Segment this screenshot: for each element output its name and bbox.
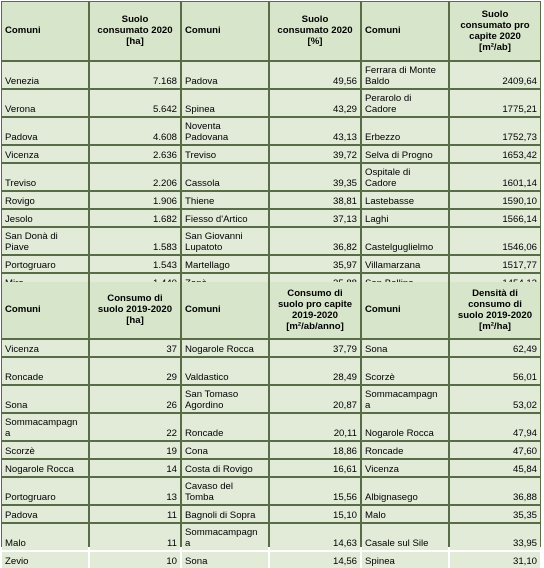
top-row-1-col-1: Venezia [2,62,88,88]
bottom-row-5-col-4: 18,86 [270,442,360,458]
bottom-row-7-col-5: Albignasego [362,478,448,504]
top-row-2-col-2: 5.642 [90,90,180,116]
top-row-6-col-2: 1.906 [90,192,180,208]
bottom-row-3-col-5: Sommacampagn a [362,386,448,412]
top-row-1-col-6: 2409,64 [450,62,540,88]
top-row-9-col-1: Portogruaro [2,256,88,272]
bottom-row-6-col-3: Costa di Rovigo [182,460,268,476]
top-row-5-col-5: Ospitale di Cadore [362,164,448,190]
bottom-row-6-col-1: Nogarole Rocca [2,460,88,476]
bottom-row-8-col-1: Padova [2,506,88,522]
bottom-row-6-col-5: Vicenza [362,460,448,476]
top-row-2-col-6: 1775,21 [450,90,540,116]
top-row-6-col-6: 1590,10 [450,192,540,208]
bottom-row-3-col-3: San Tomaso Agordino [182,386,268,412]
bottom-row-3-col-4: 20,87 [270,386,360,412]
bottom-row-6-col-6: 45,84 [450,460,540,476]
top-row-5-col-4: 39,35 [270,164,360,190]
top-row-9-col-2: 1.543 [90,256,180,272]
top-header-1: Comuni [2,2,88,60]
top-header-5: Comuni [362,2,448,60]
bottom-row-9-col-2: 11 [90,524,180,550]
bottom-header-1: Comuni [2,282,88,338]
bottom-row-6-col-2: 14 [90,460,180,476]
top-row-1-col-5: Ferrara di Monte Baldo [362,62,448,88]
top-row-3-col-3: Noventa Padovana [182,118,268,144]
bottom-row-4-col-5: Nogarole Rocca [362,414,448,440]
bottom-row-4-col-4: 20,11 [270,414,360,440]
top-row-5-col-6: 1601,14 [450,164,540,190]
bottom-row-5-col-5: Roncade [362,442,448,458]
top-row-7-col-6: 1566,14 [450,210,540,226]
top-row-8-col-5: Castelguglielmo [362,228,448,254]
bottom-row-5-col-6: 47,60 [450,442,540,458]
bottom-row-10-col-1: Zevio [2,552,88,568]
top-row-3-col-4: 43,13 [270,118,360,144]
top-table [2,2,540,280]
top-row-7-col-5: Laghi [362,210,448,226]
top-header-2: Suolo consumato 2020 [ha] [90,2,180,60]
bottom-row-1-col-3: Nogarole Rocca [182,340,268,356]
top-row-6-col-4: 38,81 [270,192,360,208]
bottom-row-8-col-5: Malo [362,506,448,522]
bottom-row-7-col-2: 13 [90,478,180,504]
top-row-5-col-3: Cassola [182,164,268,190]
bottom-row-10-col-5: Spinea [362,552,448,568]
bottom-row-5-col-1: Scorzè [2,442,88,458]
bottom-row-4-col-1: Sommacampagn a [2,414,88,440]
bottom-row-4-col-2: 22 [90,414,180,440]
bottom-row-7-col-4: 15,56 [270,478,360,504]
top-row-3-col-5: Erbezzo [362,118,448,144]
top-row-2-col-4: 43,29 [270,90,360,116]
top-row-3-col-6: 1752,73 [450,118,540,144]
bottom-row-9-col-6: 33,95 [450,524,540,550]
bottom-row-10-col-3: Sona [182,552,268,568]
top-row-8-col-4: 36,82 [270,228,360,254]
bottom-row-9-col-3: Sommacampagn a [182,524,268,550]
top-row-8-col-6: 1546,06 [450,228,540,254]
top-row-2-col-1: Verona [2,90,88,116]
bottom-row-2-col-6: 56,01 [450,358,540,384]
bottom-row-1-col-2: 37 [90,340,180,356]
top-row-6-col-5: Lastebasse [362,192,448,208]
bottom-row-8-col-3: Bagnoli di Sopra [182,506,268,522]
bottom-header-4: Consumo di suolo pro capite 2019-2020 [m²/ab/anno] [270,282,360,338]
top-row-2-col-5: Perarolo di Cadore [362,90,448,116]
bottom-row-7-col-3: Cavaso del Tomba [182,478,268,504]
top-row-4-col-5: Selva di Progno [362,146,448,162]
top-row-5-col-2: 2.206 [90,164,180,190]
bottom-row-9-col-1: Malo [2,524,88,550]
top-row-1-col-3: Padova [182,62,268,88]
top-row-6-col-1: Rovigo [2,192,88,208]
top-row-1-col-2: 7.168 [90,62,180,88]
bottom-header-5: Comuni [362,282,448,338]
bottom-row-1-col-4: 37,79 [270,340,360,356]
bottom-header-2: Consumo di suolo 2019-2020 [ha] [90,282,180,338]
bottom-row-3-col-6: 53,02 [450,386,540,412]
top-header-4: Suolo consumato 2020 [%] [270,2,360,60]
bottom-header-6: Densità di consumo di suolo 2019-2020 [m²/ha] [450,282,540,338]
bottom-row-1-col-1: Vicenza [2,340,88,356]
top-header-3: Comuni [182,2,268,60]
top-row-7-col-2: 1.682 [90,210,180,226]
bottom-row-10-col-4: 14,56 [270,552,360,568]
top-row-7-col-4: 37,13 [270,210,360,226]
bottom-row-2-col-3: Valdastico [182,358,268,384]
bottom-header-3: Comuni [182,282,268,338]
bottom-row-6-col-4: 16,61 [270,460,360,476]
top-row-5-col-1: Treviso [2,164,88,190]
bottom-table [2,282,540,567]
bottom-row-8-col-4: 15,10 [270,506,360,522]
top-row-7-col-1: Jesolo [2,210,88,226]
top-row-9-col-5: Villamarzana [362,256,448,272]
bottom-row-5-col-3: Cona [182,442,268,458]
top-row-8-col-1: San Donà di Piave [2,228,88,254]
bottom-row-1-col-5: Sona [362,340,448,356]
top-row-2-col-3: Spinea [182,90,268,116]
top-row-1-col-4: 49,56 [270,62,360,88]
bottom-row-4-col-3: Roncade [182,414,268,440]
top-row-6-col-3: Thiene [182,192,268,208]
top-row-8-col-2: 1.583 [90,228,180,254]
top-row-8-col-3: San Giovanni Lupatoto [182,228,268,254]
bottom-row-9-col-5: Casale sul Sile [362,524,448,550]
top-row-4-col-1: Vicenza [2,146,88,162]
bottom-row-2-col-1: Roncade [2,358,88,384]
top-row-4-col-2: 2.636 [90,146,180,162]
bottom-row-7-col-6: 36,88 [450,478,540,504]
bottom-row-3-col-1: Sona [2,386,88,412]
top-row-3-col-2: 4.608 [90,118,180,144]
top-row-4-col-3: Treviso [182,146,268,162]
bottom-row-9-col-4: 14,63 [270,524,360,550]
ranking-tables [1,1,541,567]
top-row-7-col-3: Fiesso d'Artico [182,210,268,226]
bottom-row-5-col-2: 19 [90,442,180,458]
bottom-row-8-col-6: 35,35 [450,506,540,522]
top-row-4-col-6: 1653,42 [450,146,540,162]
top-row-9-col-4: 35,97 [270,256,360,272]
top-row-4-col-4: 39,72 [270,146,360,162]
top-row-9-col-6: 1517,77 [450,256,540,272]
top-header-6: Suolo consumato pro capite 2020 [m²/ab] [450,2,540,60]
bottom-row-10-col-2: 10 [90,552,180,568]
bottom-row-2-col-2: 29 [90,358,180,384]
bottom-row-3-col-2: 26 [90,386,180,412]
top-row-9-col-3: Martellago [182,256,268,272]
bottom-row-10-col-6: 31,10 [450,552,540,568]
bottom-row-2-col-4: 28,49 [270,358,360,384]
top-row-3-col-1: Padova [2,118,88,144]
bottom-row-7-col-1: Portogruaro [2,478,88,504]
bottom-row-4-col-6: 47,94 [450,414,540,440]
bottom-row-8-col-2: 11 [90,506,180,522]
bottom-row-1-col-6: 62,49 [450,340,540,356]
bottom-row-2-col-5: Scorzè [362,358,448,384]
